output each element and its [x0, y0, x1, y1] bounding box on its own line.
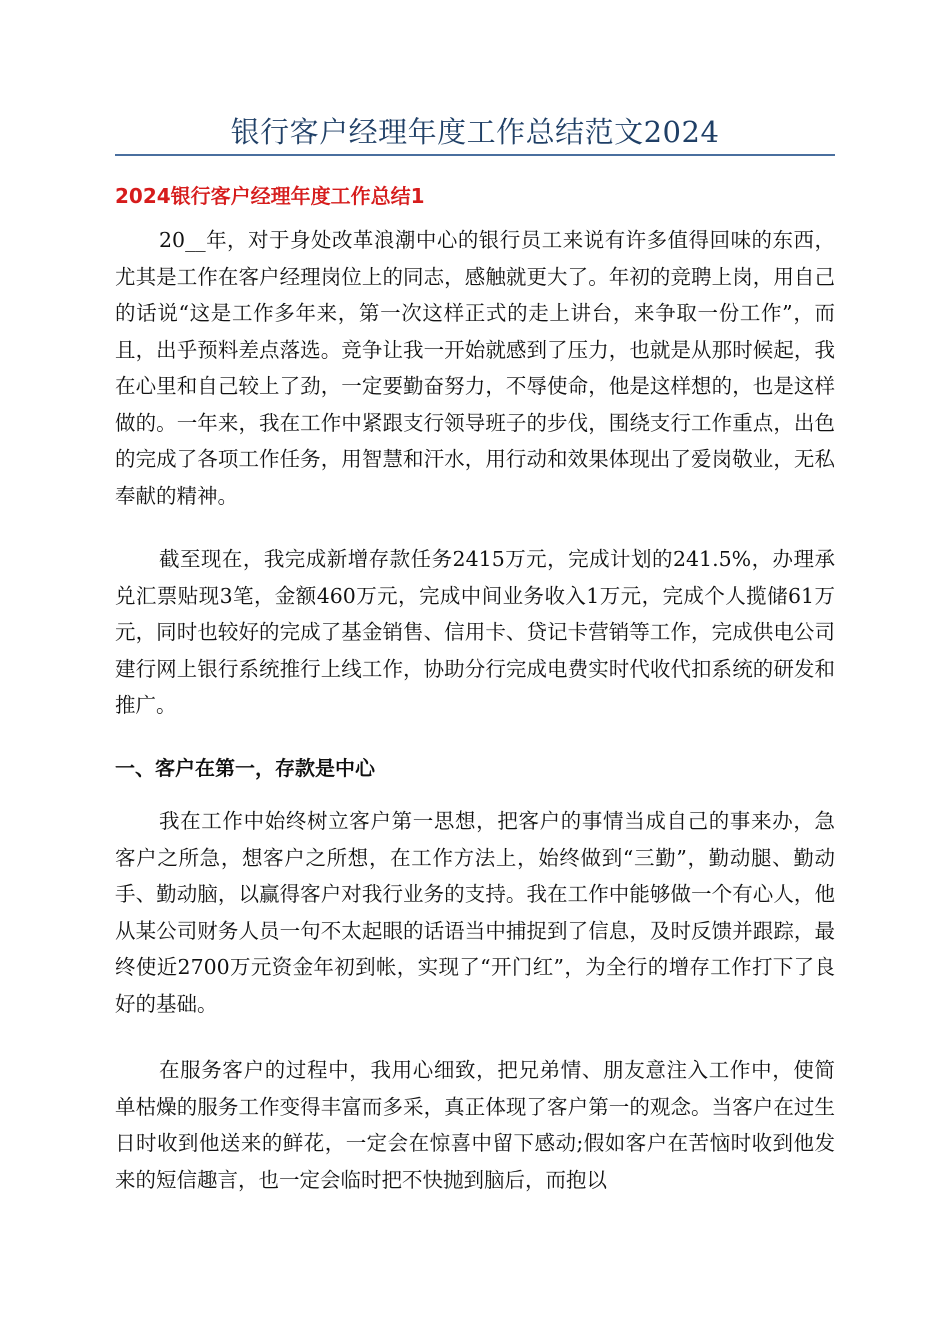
section-heading-1: 一、客户在第一，存款是中心	[115, 756, 375, 780]
document-title: 银行客户经理年度工作总结范文2024	[230, 115, 720, 149]
paragraph-2: 截至现在，我完成新增存款任务2415万元，完成计划的241.5%，办理承兑汇票贴现3笔，金额460万元，完成中间业务收入1万元，完成个人揽储61万元，同时也较好的完成了基金销售、信用卡、贷记卡营销等工作，完成供电公司建行网上银行系统推行上线工作，协助分行完成电费实时代收代扣系统的研发和推广。	[115, 547, 835, 717]
paragraph-1: 20__年，对于身处改革浪潮中心的银行员工来说有许多值得回味的东西，尤其是工作在客户经理岗位上的同志，感触就更大了。年初的竞聘上岗，用自己的话说“这是工作多年来，第一次这样正式的走上讲台，来争取一份工作”，而且，出乎预料差点落选。竞争让我一开始就感到了压力，也就是从那时候起，我在心里和自己较上了劲，一定要勤奋努力，不辱使命，他是这样想的，也是这样做的。一年来，我在工作中紧跟支行领导班子的步伐，围绕支行工作重点，出色的完成了各项工作任务，用智慧和汗水，用行动和效果体现出了爱岗敬业，无私奉献的精神。	[115, 228, 835, 508]
paragraph-3: 我在工作中始终树立客户第一思想，把客户的事情当成自己的事来办，急客户之所急，想客户之所想，在工作方法上，始终做到“三勤”，勤动腿、勤动手、勤动脑，以赢得客户对我行业务的支持。我在工作中能够做一个有心人，他从某公司财务人员一句不太起眼的话语当中捕捉到了信息，及时反馈并跟踪，最终使近2700万元资金年初到帐，实现了“开门红”，为全行的增存工作打下了良好的基础。	[115, 809, 835, 1016]
section-subtitle: 2024银行客户经理年度工作总结1	[115, 184, 425, 208]
paragraph-4: 在服务客户的过程中，我用心细致，把兄弟情、朋友意注入工作中，使简单枯燥的服务工作变得丰富而多采，真正体现了客户第一的观念。当客户在过生日时收到他送来的鲜花，一定会在惊喜中留下感动;假如客户在苦恼时收到他发来的短信趣言，也一定会临时把不快抛到脑后，而抱以	[115, 1058, 835, 1192]
title-divider	[115, 154, 835, 156]
